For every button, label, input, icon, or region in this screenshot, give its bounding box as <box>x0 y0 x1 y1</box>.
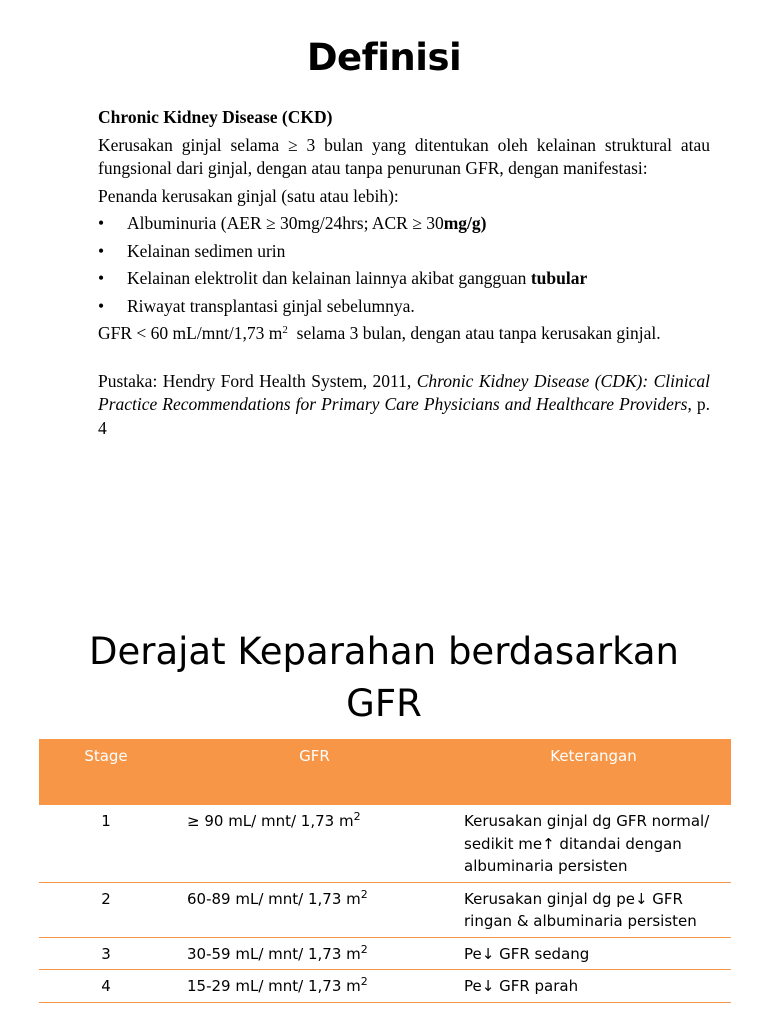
marker-item-albuminuria: • Albuminuria (AER ≥ 30mg/24hrs; ACR ≥ 30mg/g) <box>98 212 710 236</box>
table-title: Derajat Keparahan berdasarkan GFR <box>89 630 679 725</box>
slide-title: Definisi <box>306 36 462 79</box>
bullet-icon: • <box>98 268 105 288</box>
keterangan-cell: Pe↓ GFR sedang <box>456 937 731 970</box>
marker-item-elektrolit: • Kelainan elektrolit dan kelainan lainnya akibat gangguan tubular <box>98 267 710 291</box>
bullet-icon: • <box>98 240 105 261</box>
table-row <box>39 882 731 937</box>
markers-intro: Penanda kerusakan ginjal (satu atau lebih): <box>98 185 399 206</box>
column-header-keterangan: Keterangan <box>456 739 731 805</box>
stage-cell: 4 <box>39 970 173 1003</box>
gfr-cell: 30-59 mL/ mnt/ 1,73 $m^2$ <box>173 937 456 970</box>
stage-cell: 2 <box>39 882 173 937</box>
table-header-row <box>39 739 731 805</box>
gfr-cell: ≥ 90 mL/ mnt/ 1,73 $m^2$ <box>173 805 456 882</box>
column-header-stage: Stage <box>39 739 173 805</box>
table-row <box>39 805 731 882</box>
reference: Pustaka: Hendry Ford Health System, 2011, Chronic Kidney Disease (CDK): Clinical Practice Recommendations for Primary Care Physicians and Healthcare Providers, p. 4 <box>98 370 711 438</box>
table-row <box>39 970 731 1003</box>
keterangan-cell: Kerusakan ginjal dg GFR normal/ sedikit me↑ ditandai dengan albuminaria persisten <box>456 805 731 882</box>
column-header-gfr: GFR <box>173 739 456 805</box>
stage-cell: 3 <box>39 937 173 970</box>
gfr-criterion: GFR < 60 mL/mnt/1,73 $m^2$ selama 3 bulan, dengan atau tanpa kerusakan ginjal. <box>98 323 661 343</box>
table-row <box>39 937 731 970</box>
marker-list <box>98 212 710 318</box>
marker-item-transplantasi: • Riwayat transplantasi ginjal sebelumnya. <box>98 295 710 319</box>
gfr-cell: 60-89 mL/ mnt/ 1,73 $m^2$ <box>173 882 456 937</box>
bullet-icon: • <box>98 295 105 316</box>
ckd-definition: Kerusakan ginjal selama ≥ 3 bulan yang ditentukan oleh kelainan struktural atau fungsional dari ginjal, dengan atau tanpa penurunan GFR, dengan manifestasi: <box>98 134 710 178</box>
keterangan-cell: Kerusakan ginjal dg pe↓ GFR ringan & albuminaria persisten <box>456 882 731 937</box>
gfr-cell: 15-29 mL/ mnt/ 1,73 $m^2$ <box>173 970 456 1003</box>
definition-content <box>98 106 710 440</box>
marker-item-sedimen: • Kelainan sedimen urin <box>98 240 710 264</box>
ckd-heading: Chronic Kidney Disease (CKD) <box>98 107 333 127</box>
gfr-stage-table <box>39 739 731 1003</box>
bullet-icon: • <box>98 213 105 233</box>
keterangan-cell: Pe↓ GFR parah <box>456 970 731 1003</box>
stage-cell: 1 <box>39 805 173 882</box>
